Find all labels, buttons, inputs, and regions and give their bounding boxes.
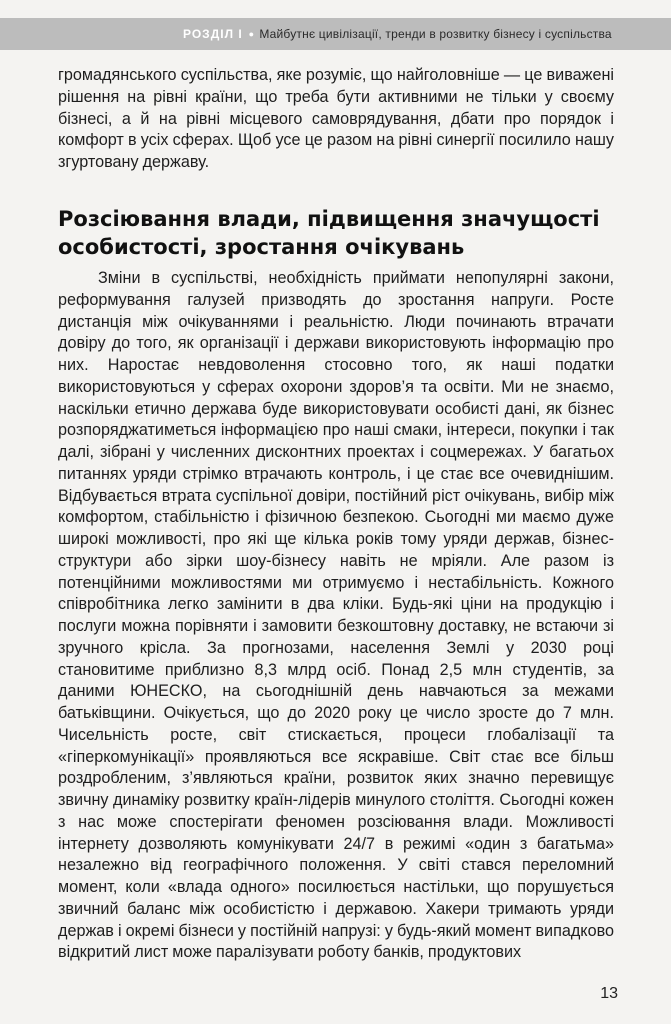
section-heading: Розсіювання влади, підвищення значущості особистості, зростання очікувань (58, 207, 600, 259)
page-number: 13 (600, 985, 618, 1002)
paragraph-text: громадянського суспільства, яке розуміє, що найголовніше — це виважені рішення на рівні країни, що треба бути активними не тільки у своєму бізнесі, а й на рівні місцевого самоврядування, дбати про порядок і комфорт в усіх сферах. Щоб усе це разом на рівні синергії посилило нашу згуртовану державу. (58, 66, 614, 171)
body-paragraph (58, 268, 614, 964)
bullet-icon: ● (248, 29, 255, 39)
running-header (0, 18, 671, 50)
paragraph-text: Зміни в суспільстві, необхідність приймати непопулярні закони, реформування галузей призводять до зростання напруги. Росте дистанція між очікуваннями і реальністю. Люди починають втрачати довіру до того, як організації і держави використовують інформацію про них. Наростає невдоволення стосовно того, як наші податки використовуються у сферах охорони здоров’я та освіти. Ми не знаємо, наскільки етично держава буде використовувати особисті дані, як бізнес розпоряджатиметься інформацією про наші смаки, інтереси, покупки і так далі, зібрані у численних дисконтних проектах і соцмережах. У багатьох питаннях уряди стрімко втрачають контроль, і це стає все очевиднішим. Відбувається втрата суспільної довіри, постійний ріст очікувань, вибір між комфортом, стабільністю і фізичною безпекою. Сьогодні ми маємо дуже широкі можливості, про які ще кілька років тому уряди держав, бізнес-структури або зірки шоу-бізнесу навіть не мріяли. Але разом із потенційними можливостями ми отримуємо і нестабільність. Кожного співробітника легко замінити в два кліки. Будь-які ціни на продукцію і послуги можна порівняти і замовити безкоштовну доставку, не встаючи зі зручного крісла. За прогнозами, населення Землі у 2030 році становитиме приблизно 8,3 млрд осіб. Понад 2,5 млн студентів, за даними ЮНЕСКО, на сьогоднішній день навчаються за межами батьківщини. Очікується, що до 2020 року це число зросте до 7 млн. Чисельність росте, світ стискається, процеси глобалізації та «гіперкомунікації» проявляються все яскравіше. Світ стає все більш роздробленим, з’являються країни, розвиток яких значно перевищує звичну динаміку розвитку країн-лідерів минулого століття. Сьогодні кожен з нас може спостерігати феномен розсіювання влади. Можливості інтернету дозволяють комунікувати 24/7 в режимі «один з багатьма» незалежно від географічного положення. У світі стався переломний момент, коли «влада одного» посилюється настільки, що порушується звичний баланс між особистістю і державою. Хакери тримають уряди держав і окремі бізнеси у постійній напрузі: у будь-який момент випадково відкритий лист може паралізувати роботу банків, продуктових (58, 269, 614, 962)
chapter-title: Майбутнє цивілізації, тренди в розвитку бізнесу і суспільства (259, 27, 612, 41)
section-label: РОЗДІЛ І (183, 27, 243, 41)
paragraph-continued (58, 65, 614, 174)
